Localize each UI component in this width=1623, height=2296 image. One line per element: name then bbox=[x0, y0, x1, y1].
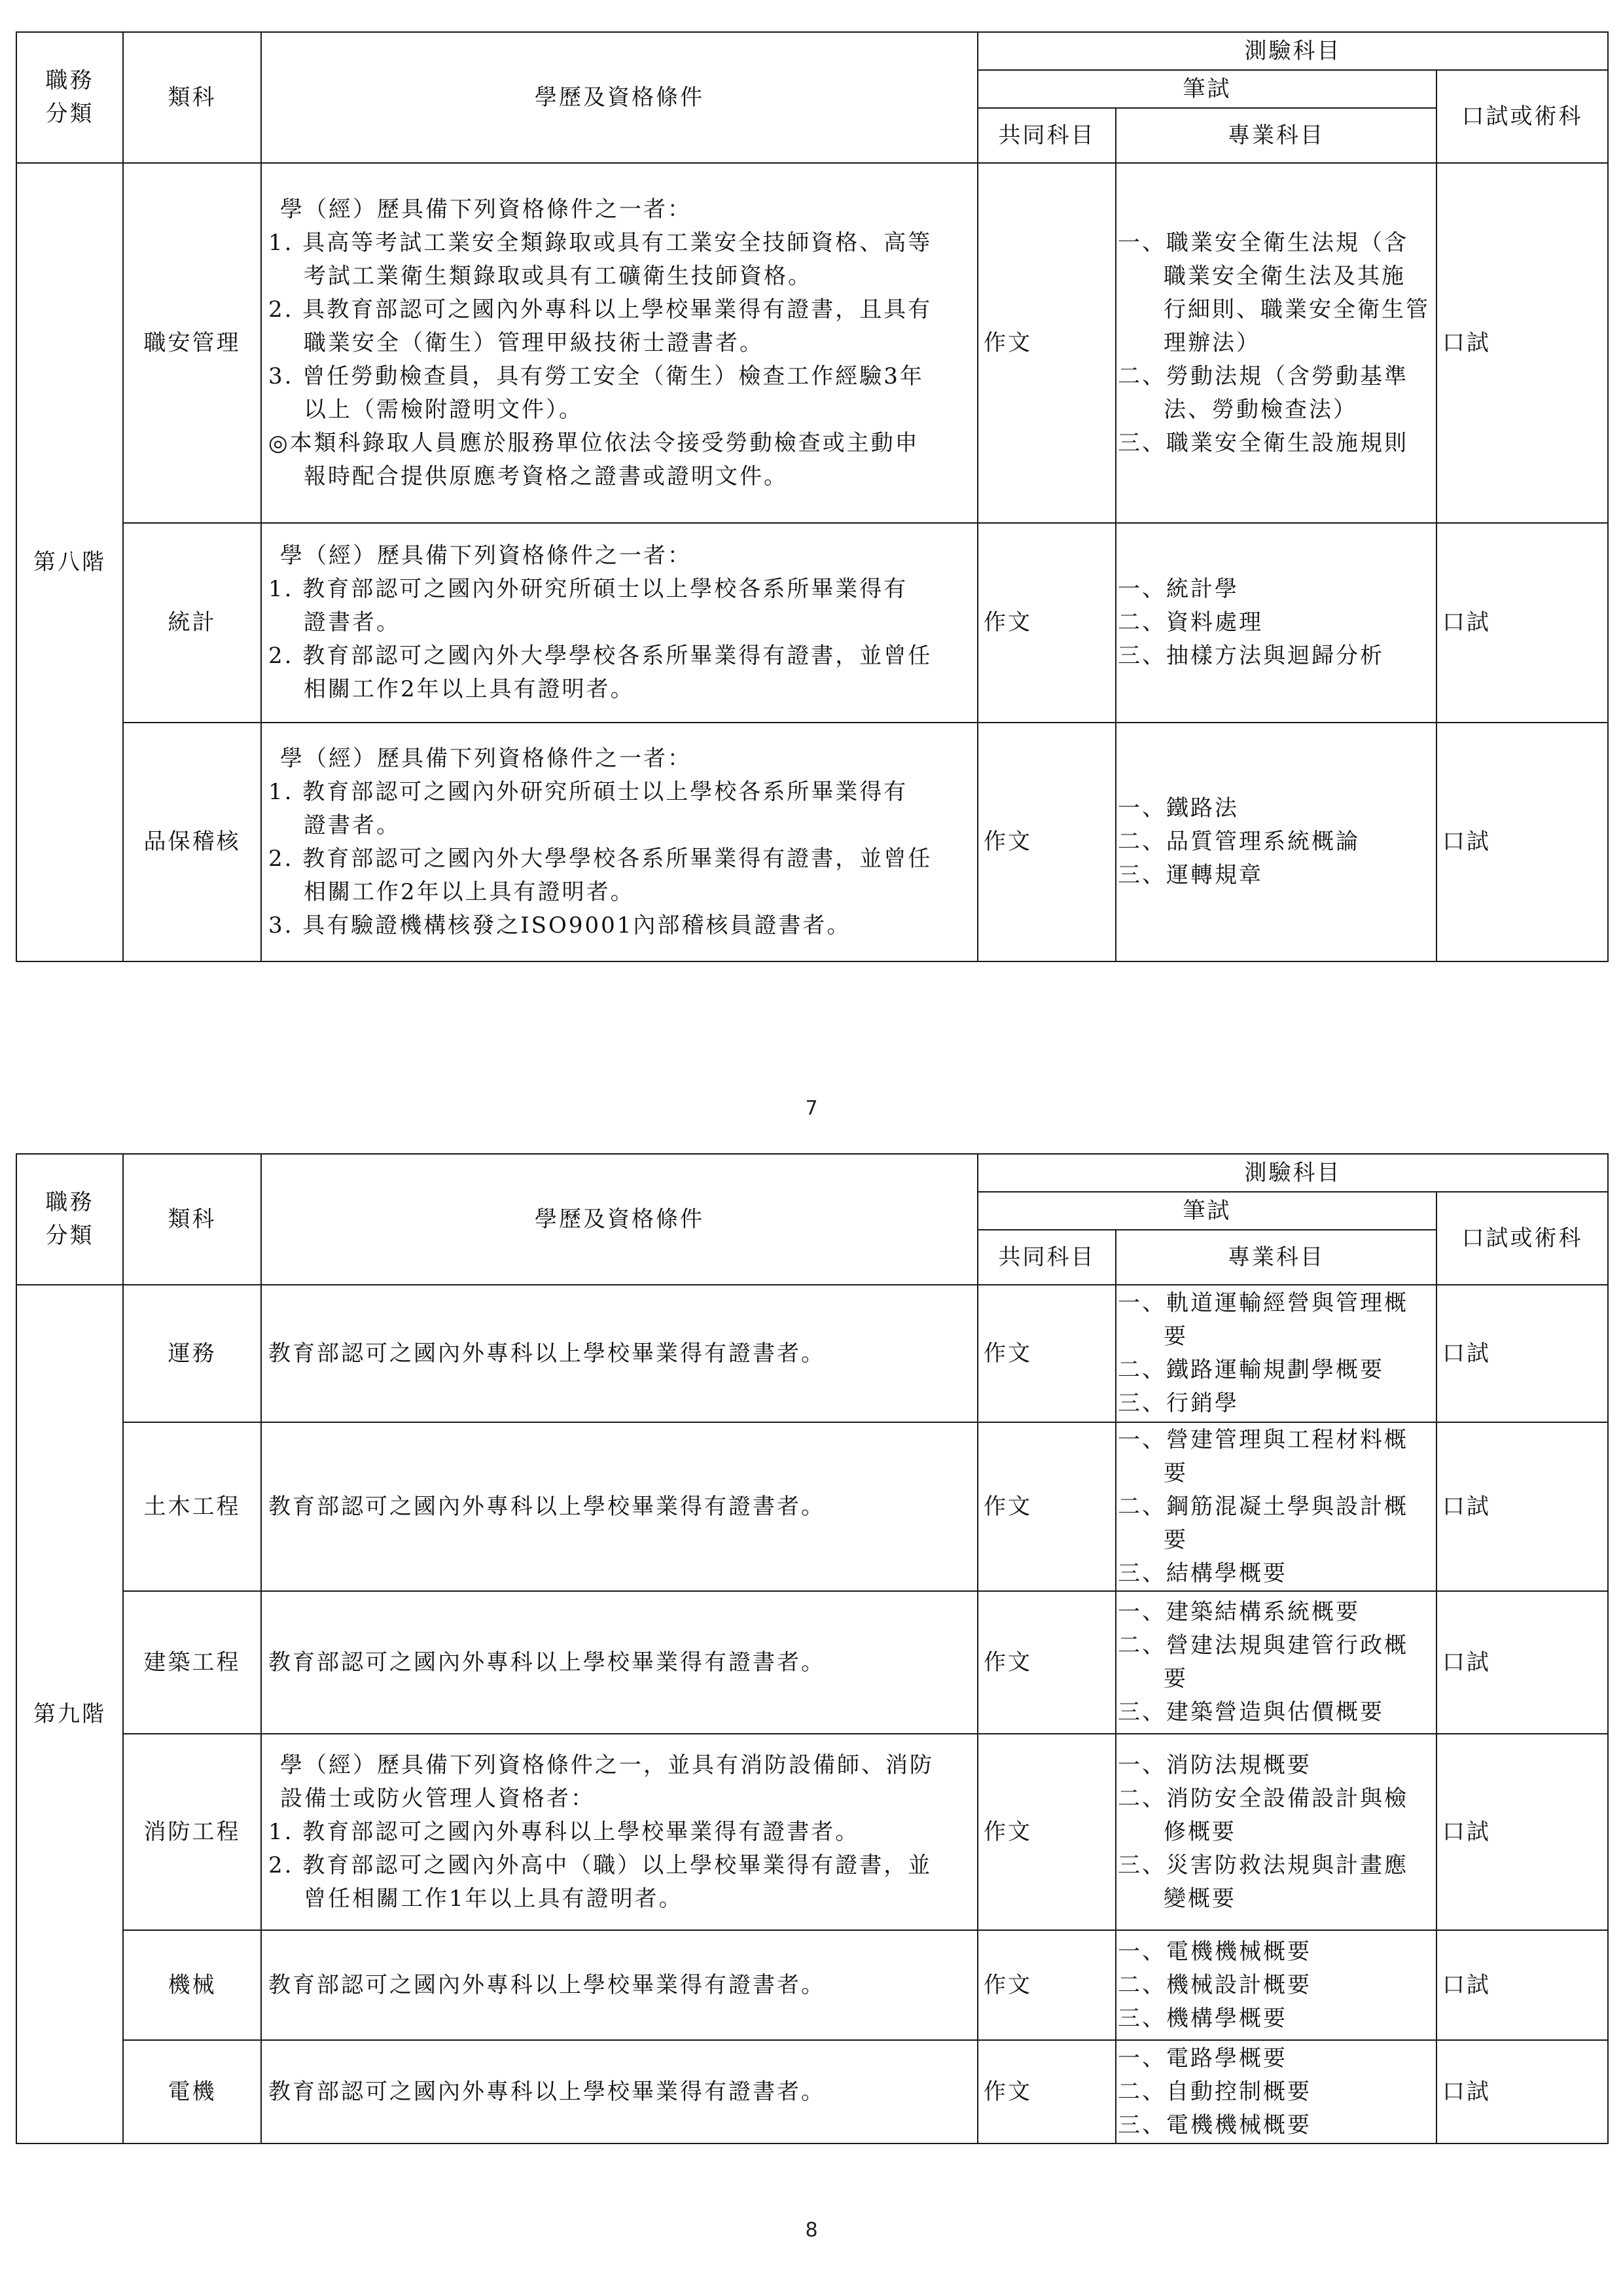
level-cell: 第八階 bbox=[16, 163, 123, 961]
professional-subject-line: 一、營建管理與工程材料概 bbox=[1118, 1426, 1408, 1453]
professional-subject-line: 理辦法） bbox=[1164, 329, 1260, 356]
professional-subject-cell bbox=[1116, 1734, 1436, 1930]
header-category-line1: 職務 bbox=[45, 67, 94, 94]
qualification-cell bbox=[261, 723, 978, 961]
professional-subject-line: 二、鐵路運輸規劃學概要 bbox=[1118, 1357, 1384, 1383]
qualification-line: 證書者。 bbox=[304, 609, 401, 636]
professional-subject-line: 三、結構學概要 bbox=[1118, 1560, 1287, 1587]
professional-subject-line: 三、機構學概要 bbox=[1118, 2005, 1287, 2032]
header-qualification: 學歷及資格條件 bbox=[261, 32, 978, 163]
qualification-line: 1. 教育部認可之國內外專科以上學校畢業得有證書者。 bbox=[268, 1818, 860, 1845]
qualification-line: 教育部認可之國內外專科以上學校畢業得有證書者。 bbox=[268, 2078, 825, 2105]
qualification-line: 2. 具教育部認可之國內外專科以上學校畢業得有證書，且具有 bbox=[268, 296, 933, 323]
qualification-line: ◎本類科錄取人員應於服務單位依法令接受勞動檢查或主動申 bbox=[268, 429, 919, 456]
professional-subject-line: 二、資料處理 bbox=[1118, 609, 1263, 636]
qualification-line: 學（經）歷具備下列資格條件之一者： bbox=[280, 745, 692, 772]
qualification-line: 職業安全（衛生）管理甲級技術士證書者。 bbox=[304, 329, 764, 356]
professional-subject-line: 一、建築結構系統概要 bbox=[1118, 1599, 1360, 1625]
table-row bbox=[16, 1930, 1608, 2040]
professional-subject-line: 一、鐵路法 bbox=[1118, 795, 1239, 821]
oral-exam-cell: 口試 bbox=[1436, 1591, 1608, 1734]
subject-cell: 消防工程 bbox=[123, 1734, 261, 1930]
qualification-line: 2. 教育部認可之國內外高中（職）以上學校畢業得有證書，並 bbox=[268, 1852, 933, 1878]
qualification-line: 3. 具有驗證機構核發之ISO9001內部稽核員證書者。 bbox=[268, 912, 851, 939]
qualification-cell bbox=[261, 163, 978, 523]
level-cell: 第九階 bbox=[16, 1285, 123, 2144]
professional-subject-line: 二、勞動法規（含勞動基準 bbox=[1118, 363, 1408, 389]
common-subject-cell: 作文 bbox=[978, 2040, 1116, 2144]
qualification-line: 考試工業衛生類錄取或具有工礦衛生技師資格。 bbox=[304, 262, 812, 289]
table-row bbox=[16, 723, 1608, 961]
header-exam: 測驗科目 bbox=[978, 32, 1608, 70]
professional-subject-line: 要 bbox=[1164, 1460, 1188, 1486]
header-category bbox=[16, 1154, 123, 1285]
professional-subject-line: 三、職業安全衛生設施規則 bbox=[1118, 429, 1408, 456]
oral-exam-cell: 口試 bbox=[1436, 163, 1608, 523]
qualification-line: 曾任相關工作1年以上具有證明者。 bbox=[304, 1885, 683, 1912]
table-row bbox=[16, 1422, 1608, 1591]
qualification-line: 相關工作2年以上具有證明者。 bbox=[304, 878, 635, 905]
header-subject: 類科 bbox=[123, 1154, 261, 1285]
common-subject-cell: 作文 bbox=[978, 163, 1116, 523]
qualification-cell bbox=[261, 523, 978, 723]
header-exam: 測驗科目 bbox=[978, 1154, 1608, 1192]
qualification-line: 1. 具高等考試工業安全類錄取或具有工業安全技師資格、高等 bbox=[268, 229, 933, 256]
qualification-cell bbox=[261, 2040, 978, 2144]
subject-cell: 運務 bbox=[123, 1285, 261, 1422]
professional-subject-line: 行細則、職業安全衛生管 bbox=[1164, 296, 1430, 323]
qualification-line: 3. 曾任勞動檢查員，具有勞工安全（衛生）檢查工作經驗3年 bbox=[268, 363, 924, 389]
header-category-line1: 職務 bbox=[45, 1189, 94, 1215]
common-subject-cell: 作文 bbox=[978, 723, 1116, 961]
table-row bbox=[16, 1734, 1608, 1930]
professional-subject-line: 三、建築營造與估價概要 bbox=[1118, 1699, 1384, 1725]
professional-subject-line: 三、抽樣方法與迴歸分析 bbox=[1118, 643, 1384, 669]
professional-subject-line: 要 bbox=[1164, 1323, 1188, 1350]
common-subject-cell: 作文 bbox=[978, 1930, 1116, 2040]
oral-exam-cell: 口試 bbox=[1436, 2040, 1608, 2144]
qualification-cell bbox=[261, 1285, 978, 1422]
table-row bbox=[16, 1285, 1608, 1422]
professional-subject-line: 修概要 bbox=[1164, 1818, 1236, 1845]
table-body bbox=[16, 163, 1608, 961]
table-body bbox=[16, 1285, 1608, 2144]
qualification-line: 1. 教育部認可之國內外研究所碩士以上學校各系所畢業得有 bbox=[268, 778, 908, 805]
header-professional: 專業科目 bbox=[1116, 108, 1436, 163]
professional-subject-cell bbox=[1116, 2040, 1436, 2144]
common-subject-cell: 作文 bbox=[978, 1591, 1116, 1734]
header-written: 筆試 bbox=[978, 1192, 1436, 1230]
table-header bbox=[16, 1154, 1608, 1285]
subject-cell: 電機 bbox=[123, 2040, 261, 2144]
table-row bbox=[16, 1591, 1608, 1734]
header-category bbox=[16, 32, 123, 163]
subject-cell: 機械 bbox=[123, 1930, 261, 2040]
header-common: 共同科目 bbox=[978, 1230, 1116, 1285]
qualification-line: 教育部認可之國內外專科以上學校畢業得有證書者。 bbox=[268, 1493, 825, 1520]
professional-subject-line: 二、自動控制概要 bbox=[1118, 2078, 1311, 2105]
qualification-cell bbox=[261, 1734, 978, 1930]
page-number: 8 bbox=[805, 2219, 818, 2242]
table-row bbox=[16, 2040, 1608, 2144]
oral-exam-cell: 口試 bbox=[1436, 523, 1608, 723]
common-subject-cell: 作文 bbox=[978, 1285, 1116, 1422]
professional-subject-line: 三、行銷學 bbox=[1118, 1390, 1239, 1416]
qualification-table-level-9 bbox=[16, 1153, 1609, 2144]
qualification-line: 相關工作2年以上具有證明者。 bbox=[304, 676, 635, 702]
common-subject-cell: 作文 bbox=[978, 523, 1116, 723]
header-qualification: 學歷及資格條件 bbox=[261, 1154, 978, 1285]
qualification-table-level-8 bbox=[16, 31, 1609, 962]
header-subject: 類科 bbox=[123, 32, 261, 163]
professional-subject-line: 一、統計學 bbox=[1118, 576, 1239, 602]
professional-subject-line: 一、職業安全衛生法規（含 bbox=[1118, 229, 1408, 256]
professional-subject-cell bbox=[1116, 1285, 1436, 1422]
professional-subject-line: 二、機械設計概要 bbox=[1118, 1971, 1311, 1998]
professional-subject-cell bbox=[1116, 1930, 1436, 2040]
professional-subject-line: 二、消防安全設備設計與檢 bbox=[1118, 1785, 1408, 1812]
qualification-line: 1. 教育部認可之國內外研究所碩士以上學校各系所畢業得有 bbox=[268, 576, 908, 602]
oral-exam-cell: 口試 bbox=[1436, 1285, 1608, 1422]
table-header bbox=[16, 32, 1608, 163]
qualification-cell bbox=[261, 1930, 978, 2040]
header-common: 共同科目 bbox=[978, 108, 1116, 163]
oral-exam-cell: 口試 bbox=[1436, 723, 1608, 961]
oral-exam-cell: 口試 bbox=[1436, 1930, 1608, 2040]
header-professional: 專業科目 bbox=[1116, 1230, 1436, 1285]
professional-subject-line: 一、電機機械概要 bbox=[1118, 1938, 1311, 1965]
professional-subject-line: 變概要 bbox=[1164, 1885, 1236, 1912]
professional-subject-line: 三、運轉規章 bbox=[1118, 862, 1263, 888]
professional-subject-cell bbox=[1116, 1422, 1436, 1591]
professional-subject-cell bbox=[1116, 1591, 1436, 1734]
common-subject-cell: 作文 bbox=[978, 1734, 1116, 1930]
oral-exam-cell: 口試 bbox=[1436, 1734, 1608, 1930]
table-row bbox=[16, 523, 1608, 723]
professional-subject-cell bbox=[1116, 723, 1436, 961]
qualification-cell bbox=[261, 1591, 978, 1734]
qualification-line: 2. 教育部認可之國內外大學學校各系所畢業得有證書，並曾任 bbox=[268, 643, 933, 669]
qualification-line: 學（經）歷具備下列資格條件之一者： bbox=[280, 196, 692, 223]
subject-cell: 統計 bbox=[123, 523, 261, 723]
professional-subject-cell bbox=[1116, 523, 1436, 723]
subject-cell: 建築工程 bbox=[123, 1591, 261, 1734]
qualification-line: 教育部認可之國內外專科以上學校畢業得有證書者。 bbox=[268, 1971, 825, 1998]
professional-subject-line: 二、營建法規與建管行政概 bbox=[1118, 1632, 1408, 1659]
subject-cell: 職安管理 bbox=[123, 163, 261, 523]
professional-subject-line: 一、消防法規概要 bbox=[1118, 1751, 1311, 1778]
subject-cell: 品保稽核 bbox=[123, 723, 261, 961]
professional-subject-line: 職業安全衛生法及其施 bbox=[1164, 262, 1406, 289]
professional-subject-line: 要 bbox=[1164, 1526, 1188, 1553]
header-written: 筆試 bbox=[978, 70, 1436, 108]
header-category-line2: 分類 bbox=[45, 1223, 94, 1249]
page-number: 7 bbox=[805, 1097, 818, 1120]
qualification-line: 以上（需檢附證明文件）。 bbox=[304, 396, 583, 423]
header-oral: 口試或術科 bbox=[1436, 70, 1608, 163]
professional-subject-line: 二、鋼筋混凝土學與設計概 bbox=[1118, 1493, 1408, 1520]
qualification-line: 報時配合提供原應考資格之證書或證明文件。 bbox=[304, 463, 788, 490]
professional-subject-cell bbox=[1116, 163, 1436, 523]
subject-cell: 土木工程 bbox=[123, 1422, 261, 1591]
header-oral: 口試或術科 bbox=[1436, 1192, 1608, 1285]
professional-subject-line: 法、勞動檢查法） bbox=[1164, 396, 1357, 423]
professional-subject-line: 要 bbox=[1164, 1666, 1188, 1692]
common-subject-cell: 作文 bbox=[978, 1422, 1116, 1591]
qualification-line: 學（經）歷具備下列資格條件之一，並具有消防設備師、消防 bbox=[280, 1751, 934, 1778]
professional-subject-line: 一、軌道運輸經營與管理概 bbox=[1118, 1290, 1408, 1316]
qualification-line: 2. 教育部認可之國內外大學學校各系所畢業得有證書，並曾任 bbox=[268, 845, 933, 872]
professional-subject-line: 二、品質管理系統概論 bbox=[1118, 829, 1360, 855]
header-category-line2: 分類 bbox=[45, 101, 94, 127]
oral-exam-cell: 口試 bbox=[1436, 1422, 1608, 1591]
qualification-cell bbox=[261, 1422, 978, 1591]
table-row bbox=[16, 163, 1608, 523]
professional-subject-line: 三、電機機械概要 bbox=[1118, 2111, 1311, 2138]
qualification-line: 設備士或防火管理人資格者： bbox=[280, 1785, 595, 1812]
qualification-line: 教育部認可之國內外專科以上學校畢業得有證書者。 bbox=[268, 1649, 825, 1676]
qualification-line: 學（經）歷具備下列資格條件之一者： bbox=[280, 543, 692, 569]
qualification-line: 教育部認可之國內外專科以上學校畢業得有證書者。 bbox=[268, 1340, 825, 1367]
professional-subject-line: 三、災害防救法規與計畫應 bbox=[1118, 1852, 1408, 1878]
qualification-line: 證書者。 bbox=[304, 812, 401, 838]
professional-subject-line: 一、電路學概要 bbox=[1118, 2045, 1287, 2072]
